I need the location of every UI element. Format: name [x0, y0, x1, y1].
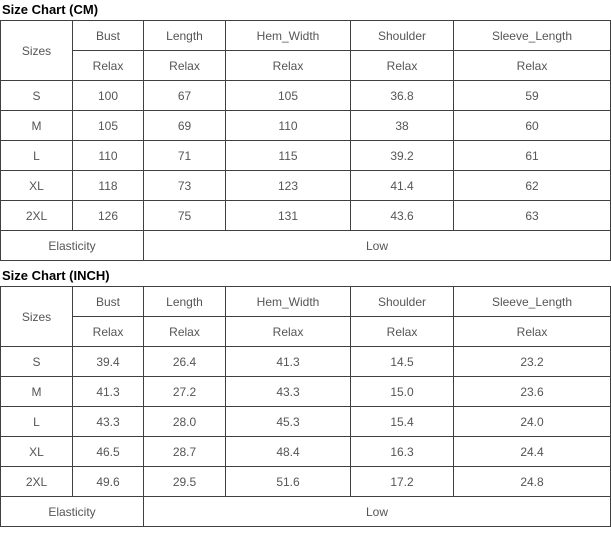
elasticity-label-cell: Elasticity	[1, 497, 144, 527]
elasticity-row	[1, 497, 611, 527]
column-header-sleeve-length: Sleeve_Length	[454, 21, 611, 51]
value-cell: 43.6	[351, 201, 454, 231]
relax-cell: Relax	[454, 51, 611, 81]
relax-cell: Relax	[73, 51, 144, 81]
size-cell: L	[1, 407, 73, 437]
value-cell: 38	[351, 111, 454, 141]
value-cell: 43.3	[73, 407, 144, 437]
size-cell: 2XL	[1, 467, 73, 497]
size-chart-cm-table	[0, 20, 611, 261]
header-row	[1, 287, 611, 317]
table-row-2xl	[1, 201, 611, 231]
value-cell: 24.4	[454, 437, 611, 467]
column-header-shoulder: Shoulder	[351, 287, 454, 317]
size-cell: XL	[1, 437, 73, 467]
size-chart-inch-title: Size Chart (INCH)	[2, 268, 110, 283]
size-cell: XL	[1, 171, 73, 201]
value-cell: 23.6	[454, 377, 611, 407]
value-cell: 24.8	[454, 467, 611, 497]
value-cell: 14.5	[351, 347, 454, 377]
elasticity-label-cell: Elasticity	[1, 231, 144, 261]
value-cell: 123	[226, 171, 351, 201]
value-cell: 16.3	[351, 437, 454, 467]
value-cell: 110	[226, 111, 351, 141]
relax-cell: Relax	[144, 317, 226, 347]
value-cell: 49.6	[73, 467, 144, 497]
elasticity-value-cell: Low	[144, 497, 611, 527]
value-cell: 26.4	[144, 347, 226, 377]
table-row-xl	[1, 171, 611, 201]
elasticity-value-cell: Low	[144, 231, 611, 261]
relax-cell: Relax	[351, 51, 454, 81]
elasticity-row	[1, 231, 611, 261]
value-cell: 60	[454, 111, 611, 141]
value-cell: 28.0	[144, 407, 226, 437]
size-chart-cm-title: Size Chart (CM)	[2, 2, 99, 17]
column-header-hem-width: Hem_Width	[226, 21, 351, 51]
value-cell: 67	[144, 81, 226, 111]
size-cell: 2XL	[1, 201, 73, 231]
column-header-bust: Bust	[73, 21, 144, 51]
value-cell: 41.3	[73, 377, 144, 407]
value-cell: 59	[454, 81, 611, 111]
value-cell: 39.2	[351, 141, 454, 171]
value-cell: 15.0	[351, 377, 454, 407]
relax-cell: Relax	[226, 51, 351, 81]
column-header-hem-width: Hem_Width	[226, 287, 351, 317]
value-cell: 100	[73, 81, 144, 111]
size-cell: S	[1, 347, 73, 377]
table-row-m	[1, 111, 611, 141]
value-cell: 110	[73, 141, 144, 171]
column-header-shoulder: Shoulder	[351, 21, 454, 51]
header-row	[1, 21, 611, 51]
value-cell: 62	[454, 171, 611, 201]
value-cell: 36.8	[351, 81, 454, 111]
relax-cell: Relax	[144, 51, 226, 81]
table-row-2xl	[1, 467, 611, 497]
size-chart-inch-table	[0, 286, 611, 527]
value-cell: 46.5	[73, 437, 144, 467]
table-row-m	[1, 377, 611, 407]
table-row-l	[1, 407, 611, 437]
table-row-xl	[1, 437, 611, 467]
value-cell: 118	[73, 171, 144, 201]
value-cell: 29.5	[144, 467, 226, 497]
relax-cell: Relax	[351, 317, 454, 347]
size-cell: S	[1, 81, 73, 111]
value-cell: 131	[226, 201, 351, 231]
column-header-bust: Bust	[73, 287, 144, 317]
value-cell: 41.3	[226, 347, 351, 377]
value-cell: 41.4	[351, 171, 454, 201]
relax-cell: Relax	[226, 317, 351, 347]
value-cell: 126	[73, 201, 144, 231]
value-cell: 71	[144, 141, 226, 171]
value-cell: 63	[454, 201, 611, 231]
column-header-length: Length	[144, 287, 226, 317]
table-row-s	[1, 81, 611, 111]
column-header-length: Length	[144, 21, 226, 51]
value-cell: 39.4	[73, 347, 144, 377]
size-cell: M	[1, 377, 73, 407]
value-cell: 23.2	[454, 347, 611, 377]
value-cell: 115	[226, 141, 351, 171]
relax-cell: Relax	[454, 317, 611, 347]
value-cell: 69	[144, 111, 226, 141]
value-cell: 73	[144, 171, 226, 201]
value-cell: 75	[144, 201, 226, 231]
value-cell: 43.3	[226, 377, 351, 407]
size-cell: L	[1, 141, 73, 171]
value-cell: 51.6	[226, 467, 351, 497]
value-cell: 17.2	[351, 467, 454, 497]
value-cell: 15.4	[351, 407, 454, 437]
value-cell: 61	[454, 141, 611, 171]
table-row-l	[1, 141, 611, 171]
value-cell: 105	[73, 111, 144, 141]
relax-cell: Relax	[73, 317, 144, 347]
table-row-s	[1, 347, 611, 377]
value-cell: 24.0	[454, 407, 611, 437]
size-cell: M	[1, 111, 73, 141]
value-cell: 28.7	[144, 437, 226, 467]
sub-header-row	[1, 317, 611, 347]
corner-cell-sizes: Sizes	[1, 287, 73, 347]
sub-header-row	[1, 51, 611, 81]
value-cell: 48.4	[226, 437, 351, 467]
column-header-sleeve-length: Sleeve_Length	[454, 287, 611, 317]
corner-cell-sizes: Sizes	[1, 21, 73, 81]
value-cell: 27.2	[144, 377, 226, 407]
value-cell: 105	[226, 81, 351, 111]
value-cell: 45.3	[226, 407, 351, 437]
